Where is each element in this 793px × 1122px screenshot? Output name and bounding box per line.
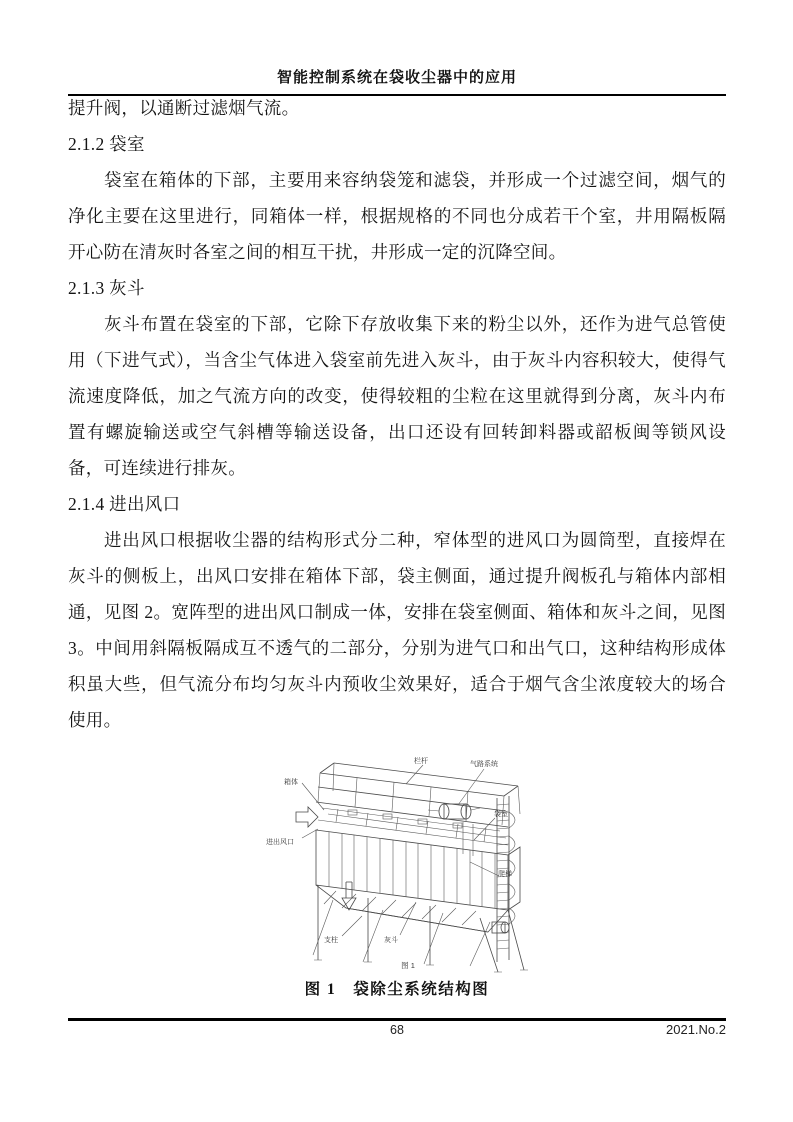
label-railing: 栏杆	[414, 758, 428, 765]
ladder	[497, 796, 515, 962]
figure-1	[258, 750, 538, 980]
inlet-arrow-icon	[296, 807, 318, 827]
figure-caption: 图 1 袋除尘系统结构图	[304, 981, 490, 998]
footer-page-number: 68	[390, 1023, 404, 1037]
label-ash-hopper: 灰斗	[384, 937, 398, 944]
baghouse-diagram	[258, 750, 538, 980]
continuation-line: 提升阀，以通断过滤烟气流。	[68, 98, 300, 118]
label-gas-path-system: 气路系统	[470, 761, 498, 768]
section-heading-214: 2.1.4 进出风口	[68, 494, 181, 514]
section-heading-212: 2.1.2 袋室	[68, 134, 145, 154]
section-heading-213: 2.1.3 灰斗	[68, 278, 145, 298]
section-paragraph-213: 灰斗布置在袋室的下部，它除下存放收集下来的粉尘以外，还作为进气总管使用（下进气式），当含尘气体进入袋室前先进入灰斗，由于灰斗内容积较大，使得气流速度降低，加之气流方向的改变，使得较粗的尘粒在这里就得到分离，灰斗内布置有螺旋输送或空气斜槽等输送设备，出口还设有回转卸料器或韶板闽等锁风设备，可连续进行排灰。	[68, 314, 726, 478]
body-text	[68, 90, 726, 738]
gas-path-cylinder	[428, 804, 480, 819]
label-support-column: 支柱	[324, 937, 338, 944]
section-paragraph-214: 进出风口根据收尘器的结构形式分二种，窄体型的进风口为圆筒型，直接焊在灰斗的侧板上，出风口安排在箱体下部，袋主侧面，通过提升阀板孔与箱体内部相通，见图 2。宽阵型的进出风口制成一体，安排在袋室侧面、箱体和灰斗之间，见图 3。中间用斜隔板隔成互不透气的二部分，分别为进气口和出气口，这种结构形成体积虽大些，但气流分布均匀灰斗内预收尘效果好，适合于烟气含尘浓度较大的场合使用。	[68, 530, 726, 730]
label-bag-chamber: 袋室	[494, 811, 508, 818]
running-header-title: 智能控制系统在袋收尘器中的应用	[276, 70, 517, 86]
leader-lines	[302, 765, 499, 936]
bag-chamber-body	[316, 822, 520, 910]
label-inlet-outlet: 进出风口	[266, 839, 294, 846]
label-box-body: 箱体	[284, 779, 298, 786]
figure-labels	[266, 756, 512, 970]
footer-issue-number: 2021.No.2	[666, 1022, 726, 1037]
figure-inner-mark: 图 1	[401, 961, 415, 970]
footer-rule	[68, 1018, 726, 1021]
label-ladder: 爬梯	[498, 871, 512, 878]
section-paragraph-212: 袋室在箱体的下部，主要用来容纳袋笼和滤袋，并形成一个过滤空间，烟气的净化主要在这里进行，同箱体一样，根据规格的不同也分成若干个室，井用隔板隔开心防在清灰时各室之间的相互干扰，井形成一定的沉降空间。	[68, 170, 726, 262]
